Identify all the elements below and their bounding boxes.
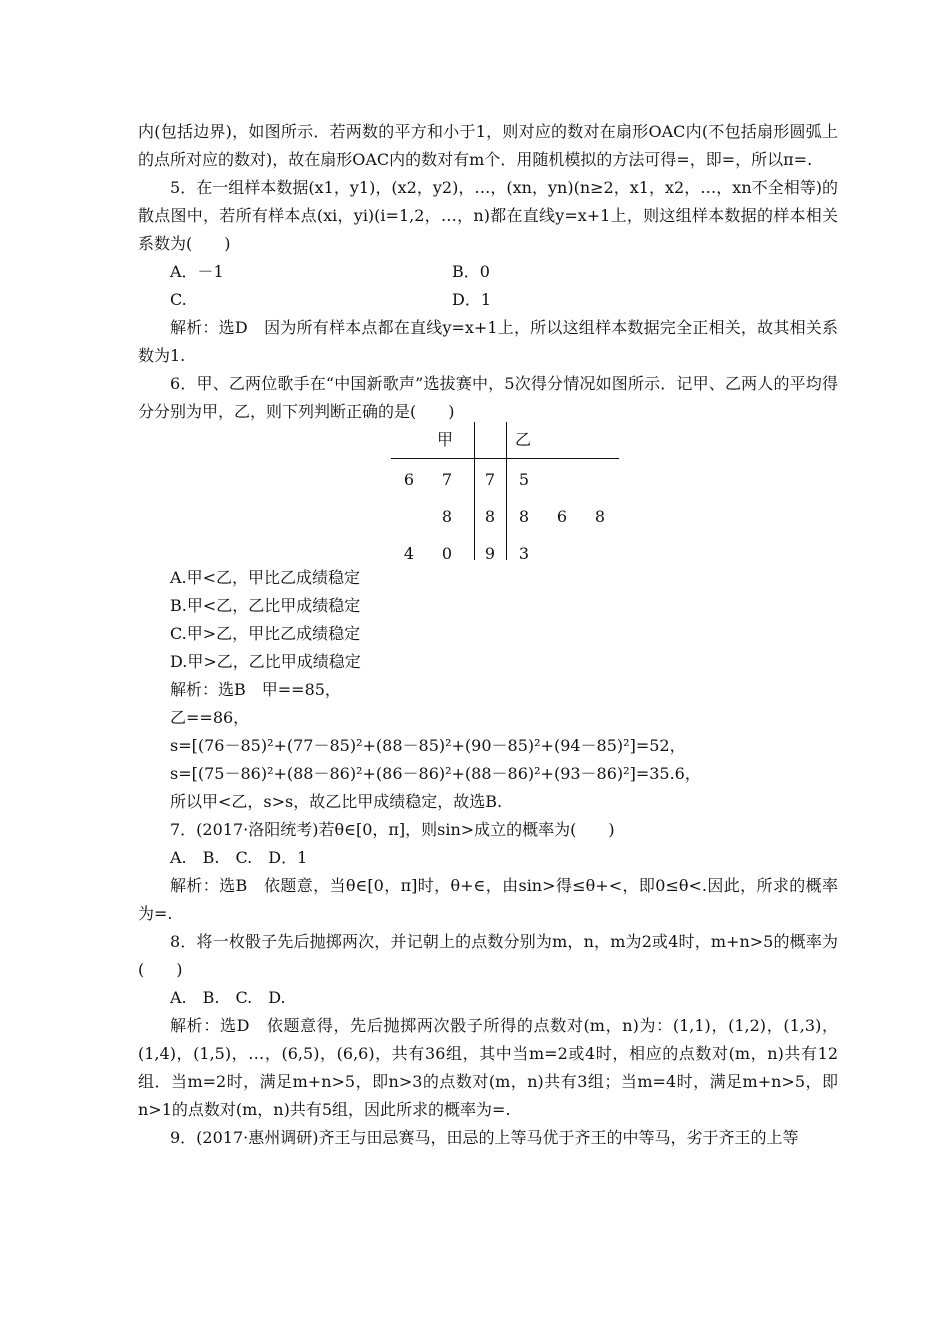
question-6: 6．甲、乙两位歌手在“中国新歌声”选拔赛中，5次得分情况如图所示．记甲、乙两人的平均得分分别为甲，乙，则下列判断正确的是( ) bbox=[138, 374, 838, 421]
paragraph-q4-end: 内(包括边界)，如图所示．若两数的平方和小于1，则对应的数对在扇形OAC内(不包括扇形圆弧上的点所对应的数对)，故在扇形OAC内的数对有m个．用随机模拟的方法可得=，即=，所以π=. bbox=[138, 122, 838, 169]
stem-value: 7 bbox=[484, 470, 496, 489]
leaf-left: 6 bbox=[403, 470, 415, 489]
leaf-right: 3 bbox=[518, 544, 530, 563]
leaf-right: 8 bbox=[518, 507, 530, 526]
q5-option-a: A．－1 bbox=[170, 262, 224, 281]
leaf-left: 4 bbox=[403, 544, 415, 563]
leaf-right: 8 bbox=[594, 507, 606, 526]
q6-solution-line1: 解析：选B 甲==85， bbox=[170, 680, 341, 699]
q5-option-b: B．0 bbox=[452, 262, 490, 281]
leaf-left: 8 bbox=[441, 507, 453, 526]
q5-option-c: C. bbox=[170, 290, 187, 309]
q5-option-d: D．1 bbox=[452, 290, 492, 309]
q6-option-a: A.甲<乙，甲比乙成绩稳定 bbox=[170, 568, 361, 587]
stem-leaf-plot bbox=[138, 426, 838, 564]
question-5: 5．在一组样本数据(x1，y1)，(x2，y2)，…，(xn，yn)(n≥2，x1，x2，…，xn不全相等)的散点图中，若所有样本点(xi，yi)(i=1,2，…，n)都在直线y=x+1上，则这组样本数据的样本相关系数为( ) bbox=[138, 178, 838, 253]
leaf-right: 6 bbox=[556, 507, 568, 526]
q8-solution: 解析：选D 依题意得，先后抛掷两次骰子所得的点数对(m，n)为：(1,1)，(1,2)，(1,3)，(1,4)，(1,5)，…，(6,5)，(6,6)，共有36组，其中当m=2或4时，相应的点数对(m，n)共有12组．当m=2时，满足m+n>5，即n>3的点数对(m，n)共有3组；当m=4时，满足m+n>5，即n>1的点数对(m，n)共有5组，因此所求的概率为=. bbox=[138, 1016, 838, 1119]
q6-solution-line2: 乙==86， bbox=[170, 708, 250, 727]
q6-solution-line5: 所以甲<乙，s>s，故乙比甲成绩稳定，故选B. bbox=[170, 792, 503, 811]
q6-solution-line4: s=[(75－86)²+(88－86)²+(86－86)²+(88－86)²+(93－86)²]=35.6， bbox=[170, 764, 701, 783]
q5-solution: 解析：选D 因为所有样本点都在直线y=x+1上，所以这组样本数据完全正相关，故其相关系数为1. bbox=[138, 318, 838, 365]
leaf-left: 0 bbox=[441, 544, 453, 563]
q7-solution: 解析：选B 依题意，当θ∈[0，π]时，θ+∈，由sin>得≤θ+<，即0≤θ<.因此，所求的概率为=. bbox=[138, 876, 838, 923]
leaf-right: 5 bbox=[518, 470, 530, 489]
q5-options-row2 bbox=[138, 286, 838, 314]
q8-options: A. B. C. D. bbox=[170, 988, 286, 1007]
question-9: 9．(2017·惠州调研)齐王与田忌赛马，田忌的上等马优于齐王的中等马，劣于齐王的上等 bbox=[170, 1128, 799, 1147]
leaf-left: 7 bbox=[441, 470, 453, 489]
stem-leaf-header-left: 甲 bbox=[436, 430, 453, 449]
stem-leaf-header-right: 乙 bbox=[514, 430, 531, 449]
q6-option-d: D.甲>乙，乙比甲成绩稳定 bbox=[170, 652, 361, 671]
q6-option-b: B.甲<乙，乙比甲成绩稳定 bbox=[170, 596, 361, 615]
stem-leaf-header-line bbox=[391, 458, 619, 459]
q6-option-c: C.甲>乙，甲比乙成绩稳定 bbox=[170, 624, 361, 643]
question-7: 7．(2017·洛阳统考)若θ∈[0，π]，则sin>成立的概率为( ) bbox=[170, 820, 615, 839]
stem-leaf-right-divider bbox=[506, 422, 507, 560]
stem-value: 8 bbox=[484, 507, 496, 526]
document-page bbox=[138, 118, 838, 1152]
stem-leaf-left-divider bbox=[474, 422, 475, 560]
stem-value: 9 bbox=[484, 544, 496, 563]
question-8: 8．将一枚骰子先后抛掷两次，并记朝上的点数分别为m，n，m为2或4时，m+n>5的概率为( ) bbox=[138, 932, 838, 979]
q7-options: A. B. C. D．1 bbox=[170, 848, 308, 867]
q6-solution-line3: s=[(76－85)²+(77－85)²+(88－85)²+(90－85)²+(94－85)²]=52， bbox=[170, 736, 686, 755]
q5-options-row1 bbox=[138, 258, 838, 286]
